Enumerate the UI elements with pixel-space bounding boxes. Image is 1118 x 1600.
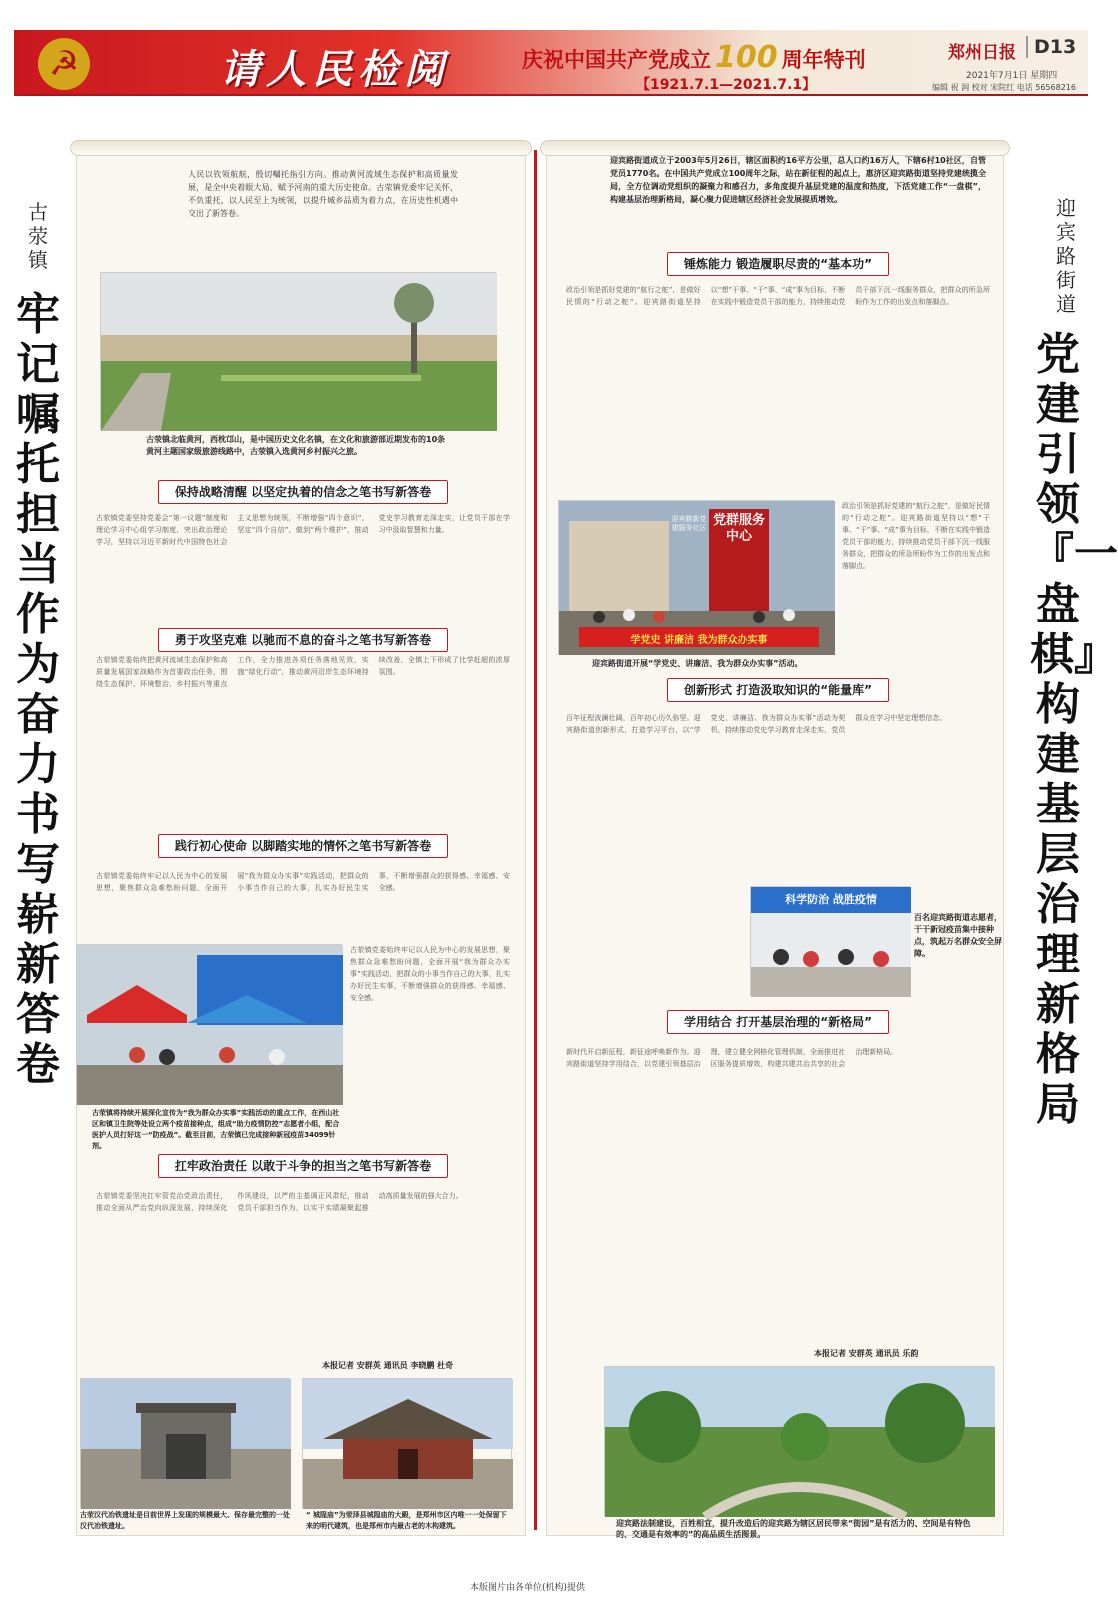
right-section-2-text: 百年征程波澜壮阔，百年初心历久弥坚。迎宾路街道创新形式，打造学习平台，以“学党史、讲廉洁、我为群众办实事”活动为契机，持续推动党史学习教育走深走实，党员群众在学习中坚定理想信念。 <box>566 714 947 734</box>
left-section-3-continued: 古荥镇党委始终牢记以人民为中心的发展思想，聚焦群众急难愁盼问题，全面开展“我为群众办实事”实践活动，把群众的小事当作自己的大事，扎实办好民生实事，不断增强群众的获得感、幸福感、安全感。 <box>350 946 510 1002</box>
newspaper-logo: 郑州日报 <box>948 43 1016 63</box>
left-scroll-rod <box>70 140 532 156</box>
right-photo1-caption: 迎宾路街道开展“学党史、讲廉洁、我为群众办实事”活动。 <box>592 659 803 668</box>
footer-note: 本版图片由各单位(机构)提供 <box>470 1583 586 1593</box>
service-center-sign: 党群服务中心 <box>712 513 765 544</box>
right-lead: 迎宾路街道成立于2003年5月26日，辖区面积约16平方公里，总人口约16万人，下辖6村10社区，自管党员1770名。在中国共产党成立100周年之际，站在新征程的起点上，惠济区迎宾路街道坚持党建统揽全局，全方位调动党组织的凝聚力和感召力，多角度提升基层党建的温度和热度，下活党建工作“一盘棋”，构建基层治理新格局，凝心聚力促进辖区经济社会发展提质增效。 <box>610 156 986 204</box>
left-section-3-text: 古荥镇党委始终牢记以人民为中心的发展思想，聚焦群众急难愁盼问题，全面开展“我为群众办实事”实践活动，把群众的小事当作自己的大事，扎实办好民生实事，不断增强群众的获得感、幸福感、安全感。 <box>96 872 510 892</box>
right-photo-park <box>604 1366 994 1516</box>
left-section-3-title: 践行初心使命 以脚踏实地的情怀之笔书写新答卷 <box>96 834 510 856</box>
left-section-1-title: 保持战略清醒 以坚定执着的信念之笔书写新答卷 <box>96 480 510 502</box>
left-lead: 人民以钦领航航，殷切嘱托指引方向。推动黄河流域生态保护和高质量发展，是全中央着眼大局、赋予河南的重大历史使命。古荥镇党委牢记关怀，不负重托，以人民至上为统领，以提升城乡品质为着力点，在历史性机遇中交出了新答卷。 <box>188 170 458 218</box>
city-god-temple-image <box>303 1379 513 1509</box>
left-photo-vaccination <box>76 944 342 1104</box>
left-photo-temple <box>302 1378 512 1508</box>
center-divider <box>534 150 537 1530</box>
volunteers-sign: 科学防治 战胜疫情 <box>785 893 877 906</box>
right-section-1-text: 政治引领是抓好党建的“航行之舵”，是做好民情的“行动之舵”。迎宾路街道坚持以“想”干事、“干”事、“成”事为目标，不断在实践中锻造党员干部的能力，持续推动党员干部下沉一线服务群众，把群众的所急所盼作为工作的出发点和落脚点。 <box>566 286 990 306</box>
left-photo1-caption: 古荥镇北临黄河，西枕邙山，是中国历史文化名镇，在文化和旅游部近期发布的10条黄河主题国家级旅游线路中，古荥镇入选黄河乡村振兴之旅。 <box>146 435 446 456</box>
editor-credits: 编辑 祝 润 校对 宋院红 电话 56568216 <box>932 83 1076 92</box>
left-photo-iron-site <box>80 1378 290 1508</box>
left-section-2-text: 古荥镇党委始终把黄河流域生态保护和高质量发展国家战略作为首要政治任务，围绕生态保护、环境整治、乡村振兴等重点工作，全力推进各项任务落地见效，实施“绿化行动”，推动黄河沿岸生态环境持续改善，全镇上下形成了比学赶超的浓厚氛围。 <box>96 656 510 688</box>
celebration-prefix: 庆祝中国共产党成立 <box>522 48 711 72</box>
right-section-2-title: 创新形式 打造汲取知识的“能量库” <box>566 678 990 700</box>
left-section-2-title: 勇于攻坚克难 以驰而不息的奋斗之笔书写新答卷 <box>96 628 510 650</box>
service-center-banner: 学党史 讲廉洁 我为群众办实事 <box>630 635 768 646</box>
party-emblem-icon: ☭ <box>38 38 90 90</box>
riverside-park-image <box>101 273 497 431</box>
left-section-4-text: 古荥镇党委坚决扛牢管党治党政治责任，推动全面从严治党向纵深发展，持续深化作风建设，以严的主基调正风肃纪，推动党员干部担当作为，以实干实绩凝聚起推动高质量发展的强大合力。 <box>96 1192 463 1212</box>
street-park-image <box>605 1367 995 1517</box>
publication-date: 2021年7月1日 星期四 <box>966 71 1058 81</box>
left-byline: 本报记者 安群英 通讯员 李晓鹏 杜奇 <box>322 1361 454 1370</box>
right-byline: 本报记者 安群英 通讯员 乐韵 <box>814 1349 919 1358</box>
left-photo-riverside <box>100 272 496 430</box>
celebration-number: 100 <box>715 40 778 75</box>
vaccination-site-image <box>77 945 343 1105</box>
page-number: D13 <box>1026 36 1076 58</box>
header-banner <box>14 30 1088 96</box>
iron-smelting-site-image <box>81 1379 291 1509</box>
right-photo-service-center <box>558 500 834 654</box>
service-center-building-sign: 迎宾路新党建服务社区 <box>671 515 707 532</box>
left-photo3-caption: 古荥汉代冶铁遗址是目前世界上发现的规模最大、保存最完整的一处汉代冶铁遗址。 <box>80 1511 290 1530</box>
right-headline: 党建引领『一盘棋』 构建基层治理新格局 <box>1030 329 1118 1130</box>
right-photo-volunteers <box>750 886 910 996</box>
right-section-3-title: 学用结合 打开基层治理的“新格局” <box>566 1010 990 1032</box>
left-photo4-caption: “ 城隍庙”为荥泽县城隍庙的大殿，是郑州市区内唯一一处保留下来的明代建筑，也是郑州市内最古老的木构建筑。 <box>306 1511 507 1530</box>
column-title: 请人民检阅 <box>220 46 450 93</box>
right-photo2-caption: 百名迎宾路街道志愿者，干干新冠疫苗集中接种点，筑起万名群众安全屏障。 <box>914 913 1002 958</box>
left-section-4-title: 扛牢政治责任 以敢于斗争的担当之笔书写新答卷 <box>96 1154 510 1176</box>
left-section-1-text: 古荥镇党委坚持党委会“第一议题”制度和理论学习中心组学习制度，突出政治理论学习，坚持以习近平新时代中国特色社会主义思想为统领，不断增强“四个意识”，坚定“四个自信”，做到“两个维护”，推动党史学习教育走深走实，让党员干部在学习中汲取智慧和力量。 <box>96 514 510 546</box>
right-section-1-continued: 政治引领是抓好党建的“航行之舵”，是做好民情的“行动之舵”。迎宾路街道坚持以“想”干事、“干”事、“成”事为目标，不断在实践中锻造党员干部的能力，持续推动党员干部下沉一线服务群众，把群众的所急所盼作为工作的出发点和落脚点。 <box>842 502 990 570</box>
left-headline: 牢记嘱托 担当作为 奋力书写崭新答卷 <box>16 289 60 1090</box>
left-photo2-caption: 古荥镇将持续开展深化宣传为“我为群众办实事”实践活动的重点工作，在西山社区和镇卫生院等处设立两个疫苗接种点，组成“助力疫情防控”志愿者小组，配合医护人员打好这一“防疫战”。截至目前，古荥镇已完成接种新冠疫苗34099针剂。 <box>92 1109 340 1150</box>
left-place-name: 古荥镇 <box>28 200 48 272</box>
date-range: 【1921.7.1—2021.7.1】 <box>636 77 817 93</box>
right-section-1-title: 锤炼能力 锻造履职尽责的“基本功” <box>566 252 990 274</box>
celebration-title <box>522 40 866 75</box>
right-photo3-caption: 迎宾路法制建设，百姓相宜，提升改造后的迎宾路为辖区居民带来“街园”是有活力的、空间是有特色的、交通是有效率的”的高品质生活图景。 <box>616 1519 971 1539</box>
celebration-suffix: 周年特刊 <box>781 48 866 72</box>
right-place-name: 迎宾路街道 <box>1056 196 1076 316</box>
right-section-3-text: 新时代开启新征程，新征途呼唤新作为。迎宾路街道坚持学用结合，以党建引领基层治理，建立健全网格化管理机制，全面推进社区服务提质增效，构建共建共治共享的社会治理新格局。 <box>566 1048 898 1068</box>
